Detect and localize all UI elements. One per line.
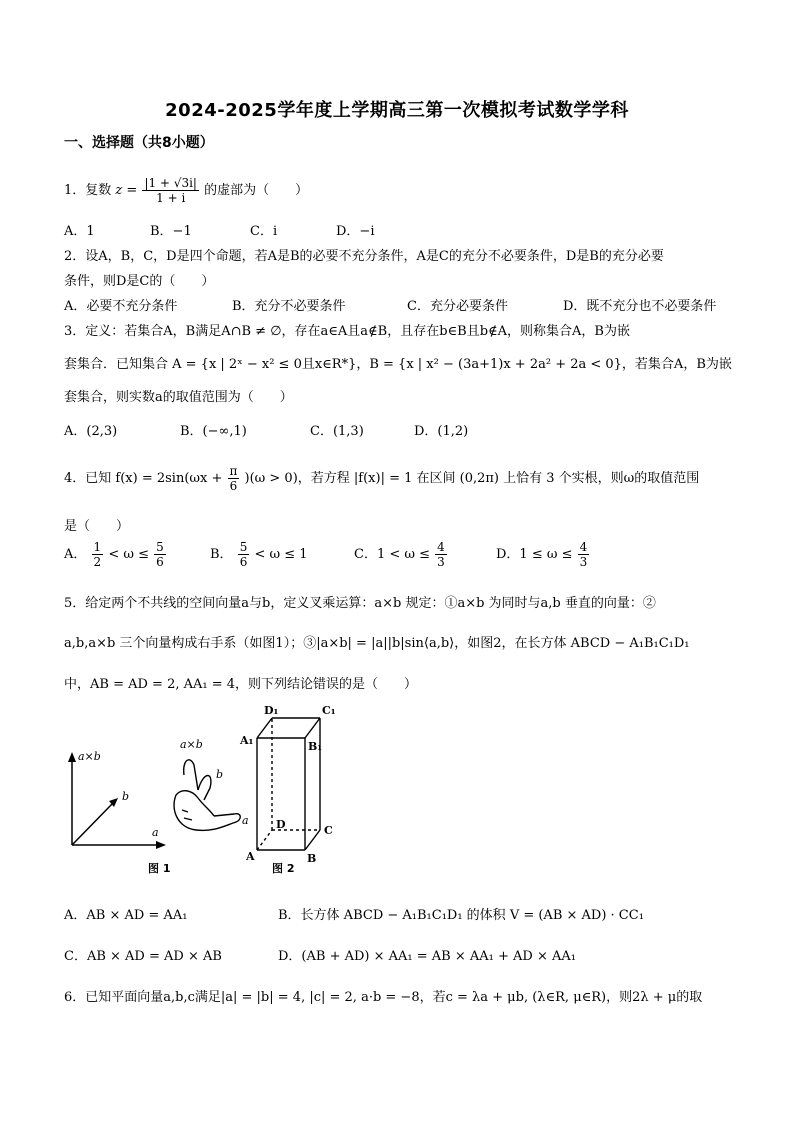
figure-1-and-2 [64, 700, 364, 880]
q4-option-c [354, 540, 448, 569]
cuboid-diagram [257, 718, 323, 850]
q4-func-end: )(ω > 0)，若方程 |f(x)| = 1 在区间 (0,2π) 上恰有 3 个实根，则ω的取值范围 [244, 471, 700, 486]
question-3-line-3: 套集合，则实数a的取值范围为（ ） [64, 390, 293, 405]
vertex-b: B [307, 852, 317, 865]
question-3-line-1: 3．定义：若集合A，B满足A∩B ≠ ∅，存在a∈A且a∉B，且存在b∈B且b∉A，则称集合A，B为嵌 [64, 324, 630, 339]
axis-axb-arrow [68, 752, 76, 762]
q3-option-d: D．(1,2) [414, 424, 469, 439]
vertex-b1: B₁ [308, 740, 323, 753]
q4-a-d2: 6 [156, 555, 164, 569]
vertex-d1: D₁ [264, 704, 279, 717]
q4-d-n: 4 [579, 540, 588, 554]
q4-b-d1: 6 [239, 555, 248, 569]
figure-2-caption: 图 2 [272, 862, 295, 875]
question-4-line-1 [64, 464, 699, 493]
q4-a-frac-1 [92, 540, 104, 569]
q5-option-a: A．AB × AD = AA₁ [64, 908, 188, 923]
axis-b-line [72, 802, 114, 845]
q1-numerator: |1 + √3i| [144, 176, 197, 190]
q2-option-a: A．必要不充分条件 [64, 299, 178, 314]
q4-pi: π [229, 464, 238, 478]
q4-option-d [496, 540, 590, 569]
vertex-c: C [324, 824, 333, 837]
q3-option-c: C．(1,3) [310, 424, 364, 439]
q4-c-frac [435, 540, 447, 569]
q2-option-d: D．既不充分也不必要条件 [563, 299, 717, 314]
axis-a-arrow [156, 841, 166, 849]
q4-d-d: 3 [579, 555, 588, 569]
q4-a-n1: 1 [93, 540, 102, 554]
q1-option-d: D．−i [336, 224, 375, 239]
q4-d-frac [578, 540, 590, 569]
question-2-line-1: 2．设A，B，C，D是四个命题，若A是B的必要不充分条件，A是C的充分不必要条件，D是B的充分必要 [64, 249, 664, 264]
q4-a-frac-2 [154, 540, 166, 569]
question-1-stem [64, 176, 308, 205]
question-3-line-2: 套集合．已知集合 A = {x | 2ˣ − x² ≤ 0且x∈R*}，B = {x | x² − (3a+1)x + 2a² + 2a < 0}，若集合A，B为嵌 [64, 357, 732, 372]
hand-label-b: b [216, 768, 224, 781]
q4-a-n2: 5 [156, 540, 164, 554]
right-hand-icon [174, 760, 240, 831]
q3-option-b: B．(−∞,1) [180, 424, 247, 439]
q1-option-c: C．i [250, 224, 278, 239]
question-6-line-1: 6．已知平面向量a,b,c满足|a| = |b| = 4, |c| = 2, a·b = −8，若c = λa + μb, (λ∈R, μ∈R)，则2λ + μ的取 [64, 990, 703, 1005]
q4-a-mid: < ω ≤ [108, 547, 149, 562]
q4-b-label: B． [210, 547, 233, 562]
q4-d-label: D．1 ≤ ω ≤ [496, 547, 573, 562]
q5-option-d: D．(AB + AD) × AA₁ = AB × AA₁ + AD × AA₁ [278, 949, 576, 964]
hand-label-axb: a×b [180, 738, 203, 751]
question-5-line-3: 中，AB = AD = 2, AA₁ = 4，则下列结论错误的是（ ） [64, 677, 418, 692]
q4-b-n1: 5 [239, 540, 248, 554]
figure-svg [64, 700, 364, 880]
q4-b-frac [238, 540, 250, 569]
vertex-c1: C₁ [322, 704, 336, 717]
q4-six: 6 [229, 479, 238, 493]
q4-c-n: 4 [437, 540, 445, 554]
hand-label-a: a [242, 814, 249, 827]
question-2-line-2: 条件，则D是C的（ ） [64, 274, 215, 289]
question-4-line-2: 是（ ） [64, 519, 130, 534]
section-heading: 一、选择题（共8小题） [64, 135, 214, 151]
question-5-line-1: 5．给定两个不共线的空间向量a与b，定义叉乘运算：a×b 规定：①a×b 为同时与a,b 垂直的向量：② [64, 596, 656, 611]
q5-option-c: C．AB × AD = AD × AB [64, 949, 222, 964]
label-axb: a×b [78, 750, 101, 763]
q1-fraction [142, 176, 199, 205]
q4-func-start: 4．已知 f(x) = 2sin(ωx + [64, 471, 223, 486]
question-5-line-2: a,b,a×b 三个向量构成右手系（如图1）；③|a×b| = |a||b|sin⟨a,b⟩，如图2，在长方体 ABCD − A₁B₁C₁D₁ [64, 636, 690, 651]
q4-c-label: C．1 < ω ≤ [354, 547, 431, 562]
q1-denominator: 1 + i [156, 191, 186, 205]
vertex-a: A [246, 850, 255, 863]
q4-a-d1: 2 [93, 555, 102, 569]
label-b: b [122, 790, 130, 803]
q4-option-a [64, 540, 167, 569]
label-a: a [152, 826, 159, 839]
q4-pi-over-6 [228, 464, 240, 493]
figure-1-caption: 图 1 [148, 862, 171, 875]
q1-z: z = [115, 183, 138, 198]
q3-option-a: A．(2,3) [64, 424, 118, 439]
q4-option-b [210, 540, 308, 569]
vertex-a1: A₁ [240, 734, 254, 747]
q4-b-mid: < ω ≤ 1 [254, 547, 308, 562]
q4-a-label: A． [64, 547, 87, 562]
vertex-d: D [276, 818, 286, 831]
q1-option-a: A．1 [64, 224, 95, 239]
q2-option-b: B．充分不必要条件 [232, 299, 346, 314]
q2-option-c: C．充分必要条件 [407, 299, 508, 314]
q5-option-b: B．长方体 ABCD − A₁B₁C₁D₁ 的体积 V = (AB × AD) · CC₁ [278, 908, 644, 923]
q1-suffix: 的虚部为（ ） [204, 183, 309, 198]
q1-prefix: 1．复数 [64, 183, 112, 198]
q4-c-d: 3 [437, 555, 445, 569]
page-title: 2024-2025学年度上学期高三第一次模拟考试数学学科 [165, 100, 629, 121]
q1-option-b: B．−1 [150, 224, 192, 239]
